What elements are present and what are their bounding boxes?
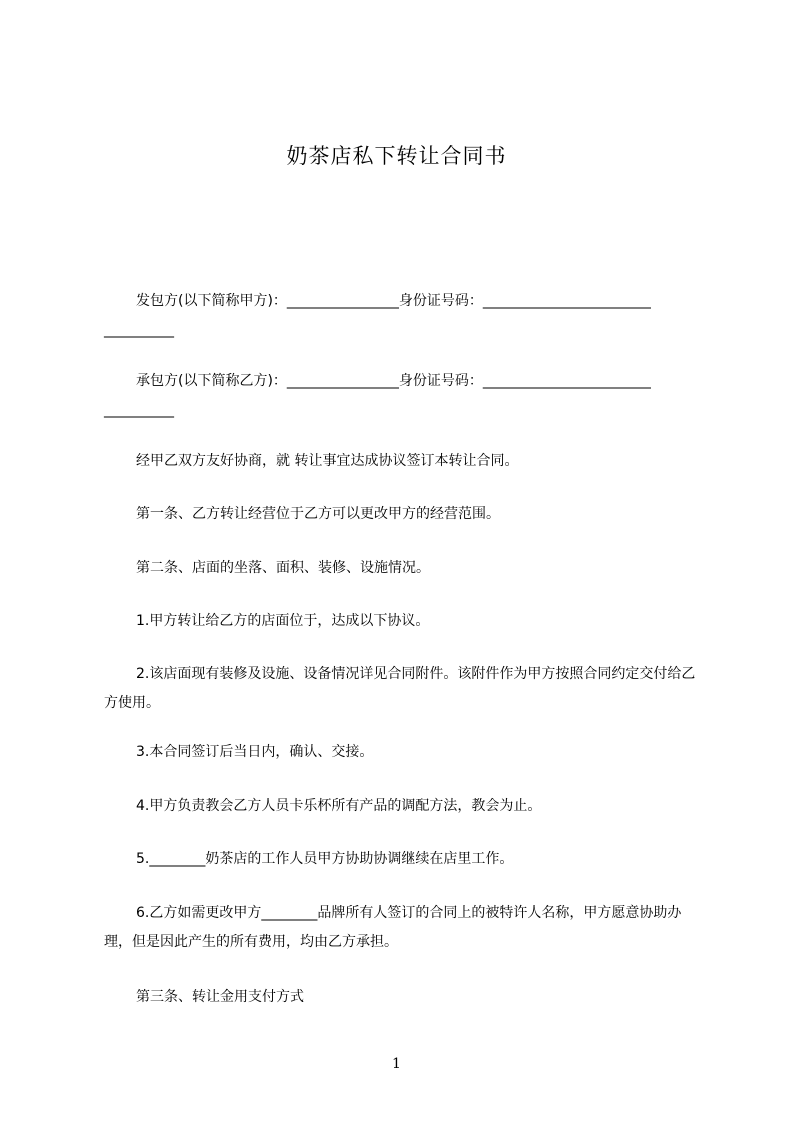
party-b-line1: 承包方(以下简称乙方)：________________身份证号码：________________________ bbox=[136, 373, 651, 389]
paragraph-item-4: 4.甲方负责教会乙方人员卡乐杯所有产品的调配方法，教会为止。 bbox=[136, 798, 542, 814]
paragraph-item-1: 1.甲方转让给乙方的店面位于，达成以下协议。 bbox=[136, 613, 430, 629]
party-b-line bbox=[104, 367, 702, 425]
paragraph-intro: 经甲乙双方友好协商，就 转让事宜达成协议签订本转让合同。 bbox=[136, 453, 519, 469]
paragraph-article-2: 第二条、店面的坐落、面积、装修、设施情况。 bbox=[136, 560, 430, 576]
party-a-line1: 发包方(以下简称甲方)：________________身份证号码：________________________ bbox=[136, 293, 651, 309]
party-b-line2: __________ bbox=[104, 402, 174, 418]
paragraph-article-1: 第一条、乙方转让经营位于乙方可以更改甲方的经营范围。 bbox=[136, 506, 500, 522]
paragraph-item-2: 2.该店面现有装修及设施、设备情况详见合同附件。该附件作为甲方按照合同约定交付给乙方使用。 bbox=[104, 666, 696, 711]
party-a-line bbox=[104, 287, 702, 345]
page-number: 1 bbox=[392, 1056, 401, 1072]
paragraph-item-3: 3.本合同签订后当日内，确认、交接。 bbox=[136, 744, 374, 760]
document-title: 奶茶店私下转让合同书 bbox=[286, 144, 507, 168]
paragraph-article-3: 第三条、转让金用支付方式 bbox=[136, 989, 304, 1005]
paragraph-item-5: 5.________奶茶店的工作人员甲方协助协调继续在店里工作。 bbox=[136, 851, 514, 867]
paragraph-item-6: 6.乙方如需更改甲方________品牌所有人签订的合同上的被特许人名称，甲方愿意协助办理，但是因此产生的所有费用，均由乙方承担。 bbox=[104, 905, 682, 950]
party-a-line2: __________ bbox=[104, 322, 174, 338]
